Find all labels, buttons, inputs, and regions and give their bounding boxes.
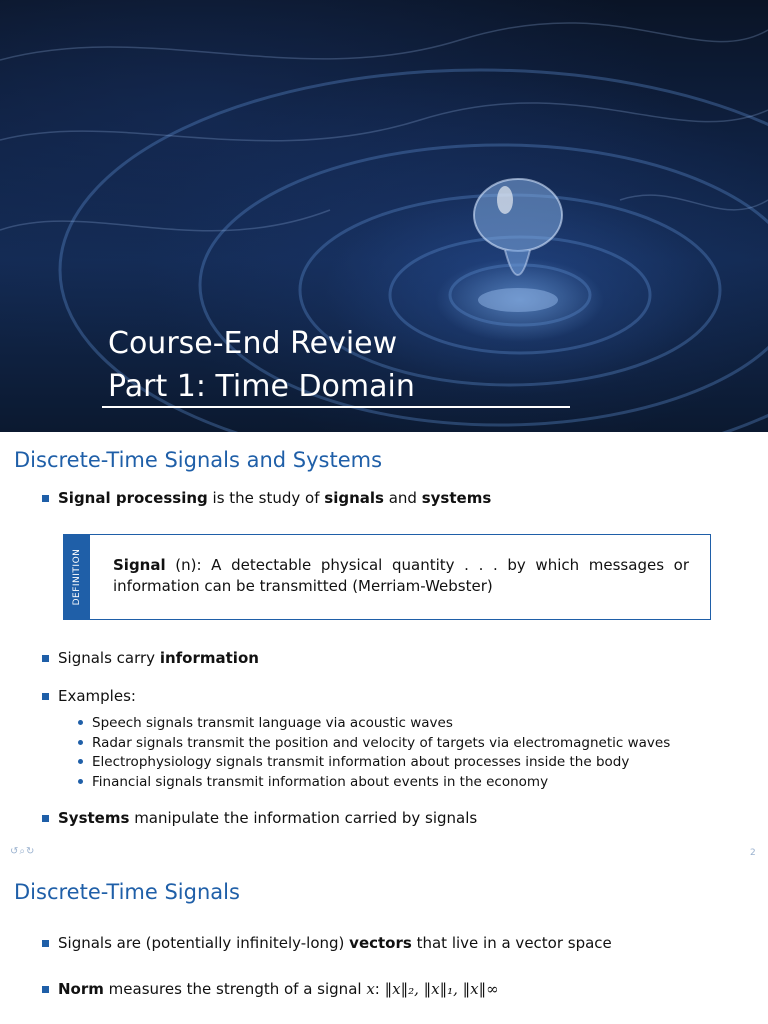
bullet-signal-processing: Signal processing is the study of signals and systems	[42, 489, 491, 507]
bullet-signals-vectors: Signals are (potentially infinitely-long) vectors that live in a vector space	[42, 934, 612, 952]
bullet-square-icon	[42, 940, 49, 947]
bullet-dot-icon	[78, 740, 83, 745]
bullet-square-icon	[42, 815, 49, 822]
bullet-dot-icon	[78, 759, 83, 764]
list-item: Speech signals transmit language via acoustic waves	[78, 714, 670, 734]
norm-formulas: ‖x‖₂, ‖x‖₁, ‖x‖∞	[384, 980, 499, 998]
bullet-systems: Systems manipulate the information carried by signals	[42, 809, 477, 827]
slide2-frame-title: Discrete-Time Signals and Systems	[14, 448, 383, 472]
bullet-square-icon	[42, 655, 49, 662]
droplet-shape	[474, 179, 562, 251]
list-item: Electrophysiology signals transmit information about processes inside the body	[78, 753, 670, 773]
bullet-dot-icon	[78, 779, 83, 784]
definition-tab-label: DEFINITION	[72, 548, 82, 606]
title-underline	[102, 406, 570, 408]
definition-text: Signal (n): A detectable physical quantity . . . by which messages or information can be transmitted (Merriam-Webster)	[113, 556, 689, 595]
bullet-square-icon	[42, 495, 49, 502]
slide3-frame-title: Discrete-Time Signals	[14, 880, 240, 904]
title-line-1: Course-End Review	[108, 326, 398, 361]
presentation-title	[108, 322, 415, 408]
definition-tab	[64, 535, 90, 619]
bullet-norm: Norm measures the strength of a signal x: ‖x‖₂, ‖x‖₁, ‖x‖∞	[42, 980, 499, 998]
list-item: Radar signals transmit the position and velocity of targets via electromagnetic waves	[78, 734, 670, 754]
examples-list	[78, 714, 670, 792]
definition-box	[63, 534, 711, 620]
title-line-2: Part 1: Time Domain	[108, 369, 415, 404]
bullet-examples: Examples:	[42, 687, 136, 705]
title-slide	[0, 0, 768, 432]
page-number: 2	[750, 848, 756, 858]
bullet-dot-icon	[78, 720, 83, 725]
beamer-nav-icons[interactable]: ↺⌕↻	[10, 846, 36, 857]
bullet-square-icon	[42, 986, 49, 993]
list-item: Financial signals transmit information about events in the economy	[78, 773, 670, 793]
bullet-square-icon	[42, 693, 49, 700]
bullet-signals-carry: Signals carry information	[42, 649, 259, 667]
